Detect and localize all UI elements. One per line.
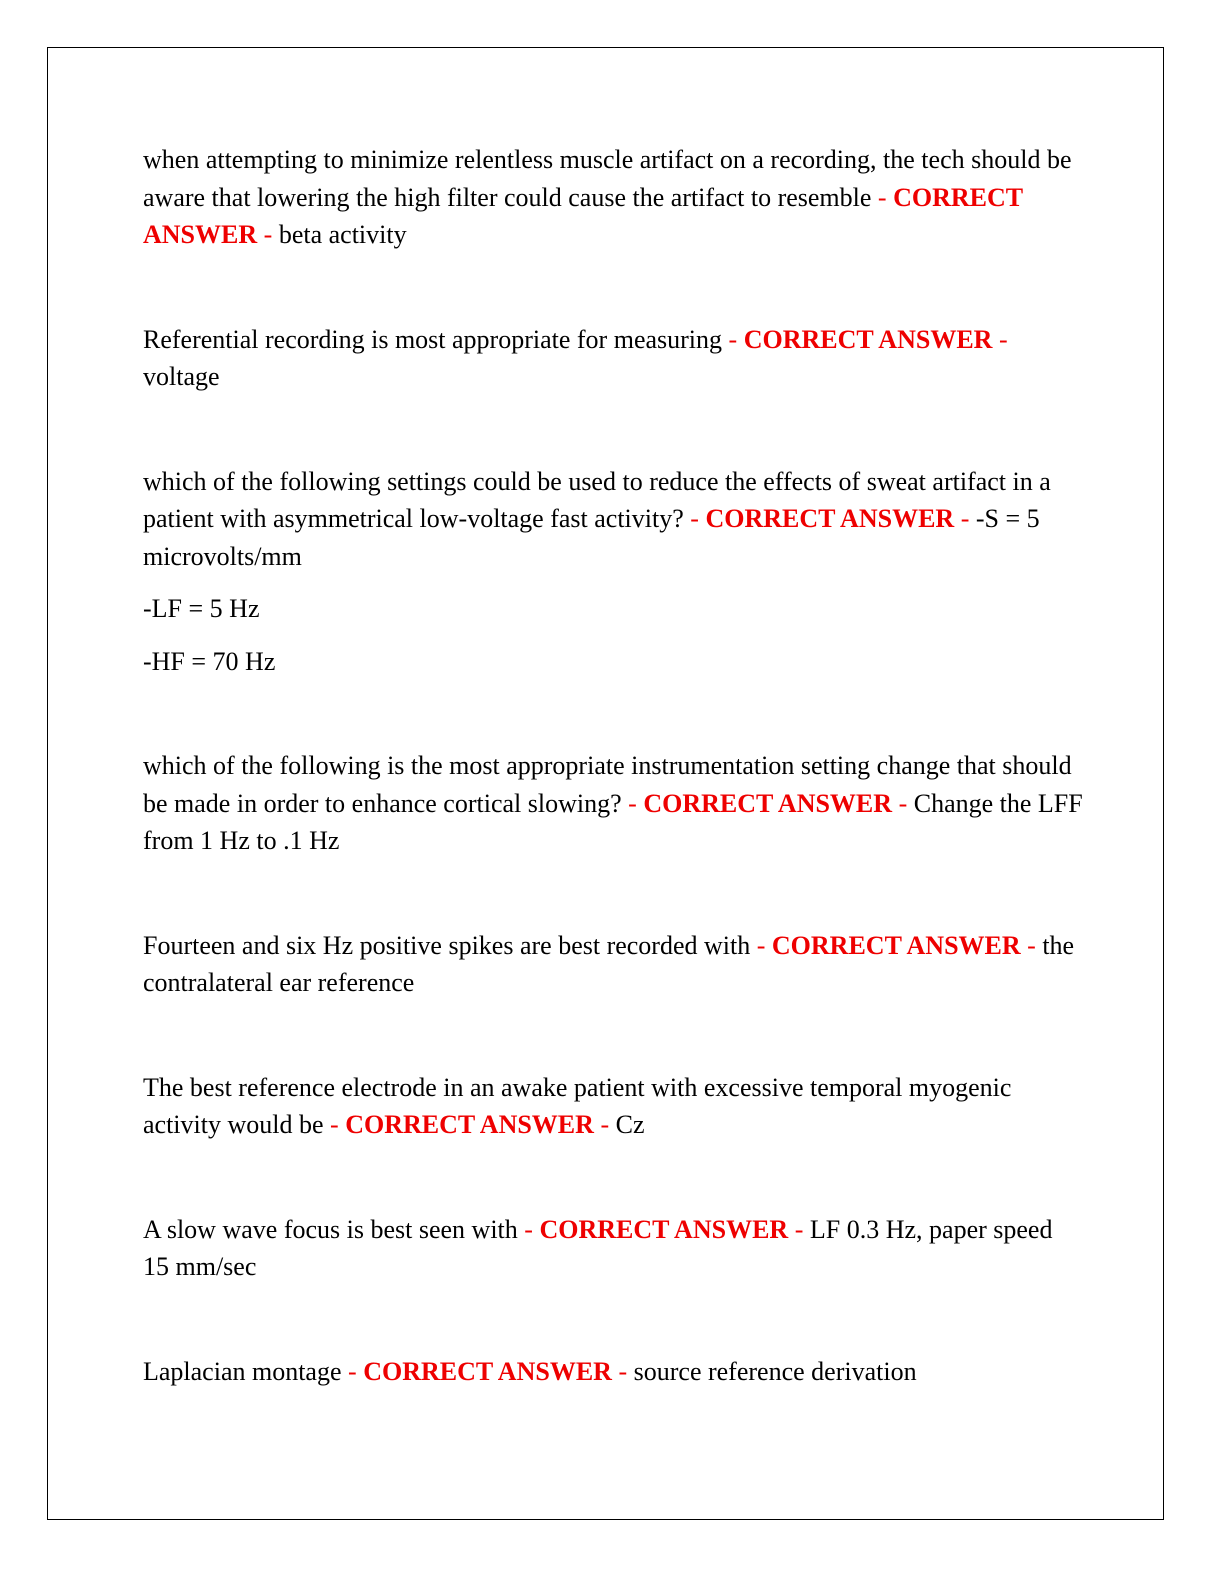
answer-marker: - CORRECT ANSWER - — [143, 182, 1023, 249]
answer-marker: - CORRECT ANSWER - — [348, 1356, 628, 1386]
answer-text: LF 0.3 Hz, paper speed 15 mm/sec — [143, 1214, 1053, 1281]
question-text: Laplacian montage — [143, 1356, 342, 1386]
answer-marker: - CORRECT ANSWER - — [756, 930, 1036, 960]
question-text: Fourteen and six Hz positive spikes are best recorded with — [143, 930, 751, 960]
answer-text: the contralateral ear reference — [143, 930, 1075, 997]
document-body — [143, 141, 1083, 1390]
question-text: The best reference electrode in an awake patient with excessive temporal myogenic activity would be — [143, 1072, 1012, 1139]
answer-marker: - CORRECT ANSWER - — [728, 324, 1008, 354]
qa-item-6 — [143, 1069, 1083, 1144]
answer-text: beta activity — [278, 220, 407, 249]
qa-item-3 — [143, 463, 1083, 576]
answer-text: source reference derivation — [633, 1356, 917, 1386]
qa-item-7 — [143, 1211, 1083, 1286]
answer-text: Change the LFF from 1 Hz to .1 Hz — [143, 788, 1083, 855]
answer-text: -S = 5 microvolts/mm — [143, 504, 1040, 571]
answer-marker: - CORRECT ANSWER - — [524, 1214, 804, 1244]
qa-item-2 — [143, 321, 1083, 396]
answer-extra-line: -LF = 5 Hz — [143, 594, 260, 623]
question-text: when attempting to minimize relentless muscle artifact on a recording, the tech should be aware that lowering the high filter could cause the artifact to resemble — [143, 145, 1072, 212]
question-text: which of the following settings could be used to reduce the effects of sweat artifact in a patient with asymmetrical low-voltage fast activity? — [143, 466, 1051, 533]
answer-marker: - CORRECT ANSWER - — [330, 1110, 610, 1139]
answer-text: voltage — [143, 362, 220, 391]
qa-item-5 — [143, 927, 1083, 1002]
question-text: Referential recording is most appropriate for measuring — [143, 324, 723, 354]
answer-marker: - CORRECT ANSWER - — [690, 504, 970, 533]
answer-text: Cz — [615, 1110, 645, 1139]
qa-item-8 — [143, 1353, 1083, 1391]
qa-item-4 — [143, 747, 1083, 860]
answer-extra-line: -HF = 70 Hz — [143, 646, 276, 676]
qa-item-1 — [143, 141, 1083, 254]
answer-marker: - CORRECT ANSWER - — [628, 788, 908, 818]
question-text: A slow wave focus is best seen with — [143, 1214, 518, 1244]
question-text: which of the following is the most appropriate instrumentation setting change that should be made in order to enhance cortical slowing? — [143, 751, 1072, 818]
